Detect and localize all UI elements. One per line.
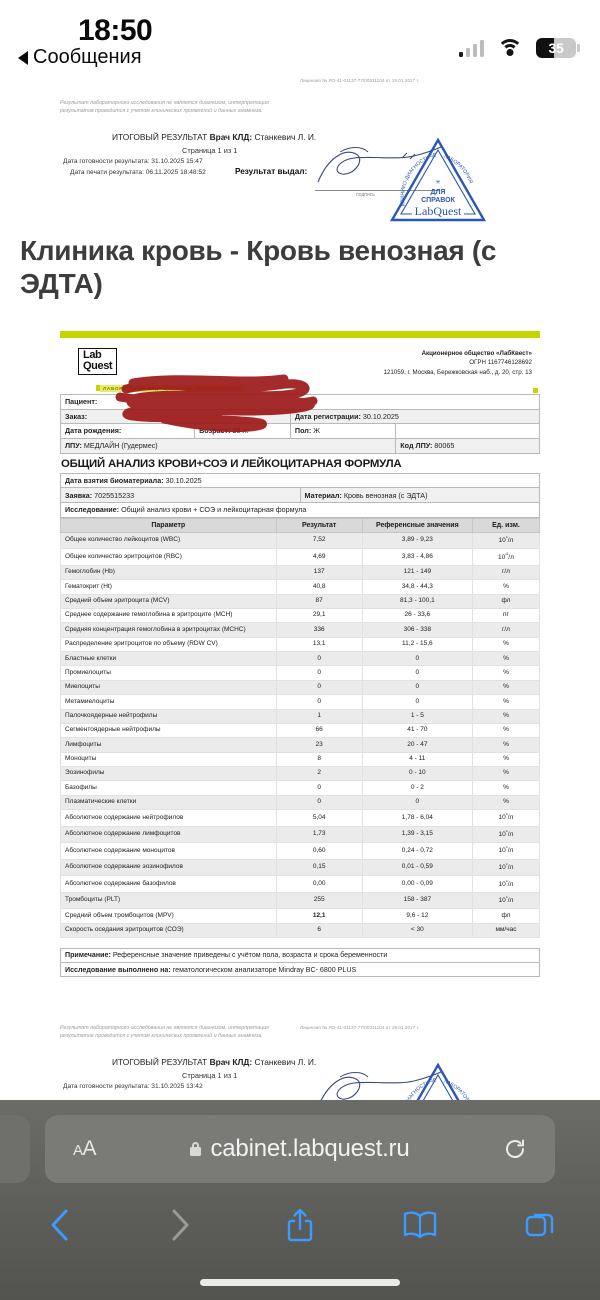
result-reference: 0 - 2 — [362, 781, 472, 795]
result-parameter: Плазматические клетки — [61, 795, 277, 809]
result-reference: 1,78 - 6,04 — [362, 810, 472, 827]
home-indicator — [200, 1279, 400, 1286]
result-value: 6 — [276, 923, 362, 937]
footer-doctor-label-bottom: Врач КЛД: — [209, 1056, 253, 1067]
svg-text:КЛИНИКО-ДИАГНОСТИЧЕСКАЯ: АГНОСТИЧЕ — [407, 1077, 438, 1100]
result-unit: % — [472, 795, 539, 809]
table-row — [61, 923, 540, 937]
result-parameter: Средний объем эритроцита (MCV) — [61, 594, 277, 608]
labquest-logo — [78, 348, 117, 375]
table-row — [61, 781, 540, 795]
age-value: 28 л. — [232, 426, 249, 436]
table-row — [61, 473, 540, 488]
result-reference: 0 — [362, 695, 472, 709]
table-row — [61, 795, 540, 809]
tagline-ru: ЛАБОРАТОРИЯ БУДУЩЕГО — [103, 385, 180, 391]
column-header-parameter: Параметр — [61, 518, 277, 532]
footer-ready-date-top: Дата готовности результата: 31.10.2025 15:47 — [63, 157, 203, 165]
result-reference: 3,89 - 9,23 — [362, 532, 472, 549]
result-value: 0,00 — [276, 876, 362, 893]
result-parameter: Тромбоциты (PLT) — [61, 892, 277, 909]
table-row — [61, 549, 540, 566]
table-row — [61, 623, 540, 637]
result-unit: % — [472, 580, 539, 594]
table-row — [61, 859, 540, 876]
text-size-button[interactable]: AA — [73, 1137, 97, 1160]
footer-license-top: Лицензия № ЛО-41-01137-77/00311104 от 19.01.2017 г. — [300, 78, 420, 83]
table-row — [61, 488, 540, 503]
footer-page-number-bottom: Страница 1 из 1 — [182, 1070, 238, 1080]
table-row — [61, 609, 540, 623]
result-value: 40,8 — [276, 580, 362, 594]
result-reference: 0 — [362, 652, 472, 666]
result-value: 0 — [276, 695, 362, 709]
reload-icon[interactable] — [503, 1137, 527, 1161]
brand-accent-bar — [60, 331, 540, 338]
lab-report-sheet — [60, 331, 540, 977]
result-parameter: Моноциты — [61, 752, 277, 766]
result-value: 2 — [276, 766, 362, 780]
age-label: Возраст: — [199, 426, 231, 436]
collect-date-value: 30.10.2025 — [165, 475, 202, 485]
column-header-units: Ед. изм. — [472, 518, 539, 532]
table-row — [61, 503, 540, 518]
result-reference: 26 - 33,6 — [362, 609, 472, 623]
report-letterhead — [60, 344, 540, 394]
result-parameter: Лимфоциты — [61, 738, 277, 752]
result-unit: % — [472, 738, 539, 752]
result-value: 8 — [276, 752, 362, 766]
reg-date-label: Дата регистрации: — [294, 411, 361, 421]
material-label: Материал: — [304, 490, 342, 500]
table-row — [61, 637, 540, 651]
web-page-content — [0, 78, 600, 1100]
company-address: 121059, г. Москва, Бережковская наб., д. 20, стр. 13 — [383, 369, 532, 376]
table-row — [61, 810, 540, 827]
status-bar-clock: 18:50 — [78, 14, 153, 47]
status-bar-indicators — [459, 38, 581, 58]
material-value: Кровь венозная (с ЭДТА) — [343, 490, 428, 500]
url-text: cabinet.labquest.ru — [210, 1135, 410, 1162]
column-header-result: Результат — [276, 518, 362, 532]
result-reference: 1,39 - 3,15 — [362, 826, 472, 843]
logo-line-2: Quest — [83, 360, 113, 372]
request-value: 7025515233 — [94, 490, 135, 500]
svg-text:✳: ✳ — [435, 179, 441, 186]
result-parameter: Абсолютное содержание базофилов — [61, 876, 277, 893]
svg-text:ЛАБОРАТОРИЯ: ЛАБОРАТОРИЯ — [442, 153, 474, 185]
result-parameter: Абсолютное содержание лимфоцитов — [61, 826, 277, 843]
table-row — [61, 826, 540, 843]
table-row — [61, 680, 540, 694]
safari-browser-chrome — [0, 1100, 600, 1300]
footer-print-date-top: Дата печати результата: 06.11.2025 18:48:52 — [70, 168, 206, 176]
result-unit: % — [472, 781, 539, 795]
order-label: Заказ: — [65, 411, 88, 421]
previous-tab-stub[interactable] — [0, 1115, 30, 1183]
result-parameter: Скорость оседания эритроцитов (СОЭ) — [61, 923, 277, 937]
share-button[interactable] — [240, 1195, 360, 1255]
footer-disclaimer-top: Результат лабораторного исследования не является диагнозом, интерпретация результатов проводится с учетом клинических проявлений и данных анамнеза. — [60, 100, 270, 114]
table-row — [61, 909, 540, 923]
result-reference: 0,00 - 0,09 — [362, 876, 472, 893]
svg-text:LabQuest: LabQuest — [414, 203, 462, 218]
table-row — [61, 695, 540, 709]
result-unit: $10^{^9}/л$ — [472, 810, 539, 827]
forward-button — [120, 1195, 240, 1255]
table-row — [61, 565, 540, 579]
tabs-button[interactable] — [480, 1195, 600, 1255]
result-reference: 4 - 11 — [362, 752, 472, 766]
table-row — [61, 394, 540, 409]
result-value: 336 — [276, 623, 362, 637]
table-row — [61, 738, 540, 752]
lab-stamp-icon — [388, 136, 488, 226]
reg-date-value: 30.10.2025 — [362, 411, 399, 421]
result-parameter: Общее количество эритроцитов (RBC) — [61, 549, 277, 566]
result-parameter: Эозинофилы — [61, 766, 277, 780]
result-value: 87 — [276, 594, 362, 608]
result-parameter: Базофилы — [61, 781, 277, 795]
result-unit: % — [472, 652, 539, 666]
result-reference: 0 — [362, 680, 472, 694]
patient-info-table — [60, 394, 540, 454]
result-parameter: Распределение эритроцитов по объему (RDW CV) — [61, 637, 277, 651]
result-unit: фл — [472, 594, 539, 608]
request-label: Заявка: — [65, 490, 93, 500]
table-row — [61, 438, 540, 453]
table-row — [61, 666, 540, 680]
result-reference: 0 - 10 — [362, 766, 472, 780]
bookmarks-button[interactable] — [360, 1195, 480, 1255]
lpu-code-value: 80065 — [434, 441, 455, 451]
column-header-reference: Референсные значения — [362, 518, 472, 532]
result-parameter: Гемоглобин (Hb) — [61, 565, 277, 579]
svg-text:КЛИНИКО-ДИАГНОСТИЧЕСКАЯ: КЛИНИКО-ДИАГНОСТИЧЕ — [399, 151, 438, 207]
report-footer-top — [0, 78, 600, 218]
footer-license-bottom: Лицензия № ЛО-41-01137-77/00311104 от 19.01.2017 г. — [300, 1025, 420, 1031]
back-triangle-icon — [18, 51, 28, 65]
battery-icon — [536, 38, 580, 58]
result-unit: % — [472, 752, 539, 766]
footer-ready-date-bottom: Дата готовности результата: 31.10.2025 13:42 — [63, 1082, 203, 1090]
table-row — [61, 766, 540, 780]
result-unit: $10^{^9}/л$ — [472, 532, 539, 549]
result-unit: $10^{^9}/л$ — [472, 843, 539, 860]
result-value: 29,1 — [276, 609, 362, 623]
battery-percent-label: 35 — [548, 40, 564, 56]
signal-bars-icon — [459, 40, 485, 57]
table-row — [61, 709, 540, 723]
table-row — [61, 752, 540, 766]
result-value: 12,1 — [276, 909, 362, 923]
result-reference: 1 - 5 — [362, 709, 472, 723]
result-reference: 0 — [362, 666, 472, 680]
lpu-value: МЕДЛАЙН (Гудермес) — [83, 441, 158, 451]
result-value: 0 — [276, 666, 362, 680]
svg-text:ЛАБОРАТОРИЯ: ЛАБОРАТО — [442, 1078, 469, 1100]
result-unit: % — [472, 666, 539, 680]
table-row — [61, 723, 540, 737]
device-label: Исследование выполнено на: — [65, 965, 171, 974]
sex-label: Пол: — [294, 426, 312, 436]
result-unit: % — [472, 766, 539, 780]
table-row — [61, 424, 540, 439]
result-reference: 20 - 47 — [362, 738, 472, 752]
result-unit: г/л — [472, 623, 539, 637]
study-meta-table — [60, 473, 540, 518]
birth-label: Дата рождения: — [65, 426, 122, 436]
result-value: 0,60 — [276, 843, 362, 860]
lpu-label: ЛПУ: — [65, 441, 82, 451]
result-reference: 158 - 387 — [362, 892, 472, 909]
result-reference: 9,6 - 12 — [362, 909, 472, 923]
result-reference: 81,3 - 100,1 — [362, 594, 472, 608]
result-value: 137 — [276, 565, 362, 579]
sex-value: Ж — [313, 426, 320, 436]
table-row — [61, 594, 540, 608]
result-unit: $10^{^9}/л$ — [472, 892, 539, 909]
result-value: 7,52 — [276, 532, 362, 549]
result-reference: 0,24 - 0,72 — [362, 843, 472, 860]
signature-caption-top: подпись — [356, 191, 375, 198]
study-value: Общий анализ крови + СОЭ и лейкоцитарная формула — [121, 505, 307, 515]
result-parameter: Среднее содержание гемоглобина в эритроците (MCH) — [61, 609, 277, 623]
result-unit: мм/час — [472, 923, 539, 937]
result-unit: $10^{^9}/л$ — [472, 826, 539, 843]
note-label: Примечание: — [65, 951, 111, 960]
results-header-row — [61, 518, 540, 532]
study-label: Исследование: — [65, 505, 120, 515]
company-name: Акционерное общество «ЛабКвест» — [421, 349, 532, 357]
results-table — [60, 518, 540, 938]
result-value: 13,1 — [276, 637, 362, 651]
page-title: Клиника кровь - Кровь венозная (с ЭДТА) — [20, 234, 497, 300]
back-to-messages-label: Сообщения — [33, 46, 142, 68]
result-reference: 306 - 338 — [362, 623, 472, 637]
result-value: 66 — [276, 723, 362, 737]
back-button[interactable] — [0, 1195, 120, 1255]
svg-text:ДЛЯ: ДЛЯ — [430, 188, 446, 196]
report-notes-table — [60, 948, 540, 977]
result-parameter: Метамиелоциты — [61, 695, 277, 709]
footer-disclaimer-bottom: Результат лабораторного исследования не является диагнозом, интерпретация результатов проводится с учетом клинических проявлений и данных анамнеза. — [60, 1025, 270, 1040]
footer-final-result-top: ИТОГОВЫЙ РЕЗУЛЬТАТ Врач КЛД: Станкевич Л. И. — [112, 131, 317, 142]
lock-icon — [190, 1142, 201, 1156]
result-value: 0 — [276, 680, 362, 694]
result-value: 1 — [276, 709, 362, 723]
table-row — [61, 963, 540, 977]
footer-page-number-top: Страница 1 из 1 — [182, 145, 238, 155]
svg-text:СПРАВОК: СПРАВОК — [421, 196, 455, 204]
result-reference: 0,01 - 0,59 — [362, 859, 472, 876]
result-parameter: Миелоциты — [61, 680, 277, 694]
result-reference: 3,83 - 4,86 — [362, 549, 472, 566]
result-value: 255 — [276, 892, 362, 909]
result-value: 4,69 — [276, 549, 362, 566]
result-parameter: Общее количество лейкоцитов (WBC) — [61, 532, 277, 549]
result-reference: 121 - 149 — [362, 565, 472, 579]
result-parameter: Бластные клетки — [61, 652, 277, 666]
footer-final-result-bottom: ИТОГОВЫЙ РЕЗУЛЬТАТ Врач КЛД: Станкевич Л. И. — [112, 1056, 317, 1067]
result-parameter: Средняя концентрация гемоглобина в эритроцитах (MCHC) — [61, 623, 277, 637]
result-unit: % — [472, 709, 539, 723]
result-value: 0,15 — [276, 859, 362, 876]
result-value: 1,73 — [276, 826, 362, 843]
result-reference: 41 - 70 — [362, 723, 472, 737]
device-value: гематологическом анализаторе Mindray BC- 6800 PLUS — [172, 965, 357, 974]
result-unit: % — [472, 680, 539, 694]
table-row — [61, 876, 540, 893]
result-value: 0 — [276, 795, 362, 809]
note-value: Референсные значение приведены с учётом пола, возраста и срока беременности — [112, 951, 388, 960]
result-parameter: Сегментоядерные нейтрофилы — [61, 723, 277, 737]
table-row — [61, 580, 540, 594]
result-reference: 34,8 - 44,3 — [362, 580, 472, 594]
result-unit: пг — [472, 609, 539, 623]
patient-label: Пациент: — [65, 396, 98, 406]
result-parameter: Абсолютное содержание нейтрофилов — [61, 810, 277, 827]
table-row — [61, 652, 540, 666]
result-parameter: Гематокрит (Ht) — [61, 580, 277, 594]
result-unit: $10^{^{12}}/л$ — [472, 549, 539, 566]
result-unit: % — [472, 723, 539, 737]
table-row — [61, 532, 540, 549]
table-row — [61, 843, 540, 860]
result-unit: $10^{^9}/л$ — [472, 859, 539, 876]
result-reference: 11,2 - 15,6 — [362, 637, 472, 651]
brand-tagline — [100, 385, 244, 392]
table-row — [61, 892, 540, 909]
footer-doctor-name-bottom: Станкевич Л. И. — [254, 1056, 317, 1067]
company-ogrn: ОГРН 1167746128692 — [469, 359, 532, 367]
accent-dot-right — [533, 388, 538, 393]
footer-doctor-label-top: Врач КЛД: — [209, 131, 253, 142]
result-reference: 0 — [362, 795, 472, 809]
analysis-section-title: ОБЩИЙ АНАЛИЗ КРОВИ+СОЭ И ЛЕЙКОЦИТАРНАЯ ФОРМУЛА — [61, 457, 402, 470]
status-bar — [0, 0, 600, 78]
logo-line-1: Lab — [83, 348, 102, 361]
text-size-label: A — [82, 1137, 97, 1160]
table-row — [61, 409, 540, 424]
table-row — [61, 948, 540, 962]
result-unit: г/л — [472, 565, 539, 579]
result-parameter: Абсолютное содержание моноцитов — [61, 843, 277, 860]
footer-doctor-name-top: Станкевич Л. И. — [254, 131, 317, 142]
result-value: 23 — [276, 738, 362, 752]
result-unit: фл — [472, 909, 539, 923]
result-reference: < 30 — [362, 923, 472, 937]
result-unit: % — [472, 637, 539, 651]
result-value: 0 — [276, 781, 362, 795]
lpu-code-label: Код ЛПУ: — [400, 441, 433, 451]
result-value: 5,04 — [276, 810, 362, 827]
result-parameter: Промиелоциты — [61, 666, 277, 680]
result-parameter: Средний объем тромбоцитов (MPV) — [61, 909, 277, 923]
result-unit: $10^{^9}/л$ — [472, 876, 539, 893]
company-info — [383, 349, 532, 378]
back-to-messages-link[interactable] — [18, 46, 142, 69]
collect-date-label: Дата взятия биоматериала: — [65, 475, 164, 485]
tagline-en: LAB OF THE FUTURE — [181, 385, 241, 391]
wifi-icon — [497, 39, 523, 58]
safari-toolbar — [0, 1195, 600, 1255]
result-parameter: Абсолютное содержание эозинофилов — [61, 859, 277, 876]
result-unit: % — [472, 695, 539, 709]
address-bar[interactable] — [45, 1115, 555, 1183]
result-value: 0 — [276, 652, 362, 666]
footer-issued-by-top: Результат выдал: — [235, 166, 308, 176]
result-parameter: Палочкоядерные нейтрофилы — [61, 709, 277, 723]
